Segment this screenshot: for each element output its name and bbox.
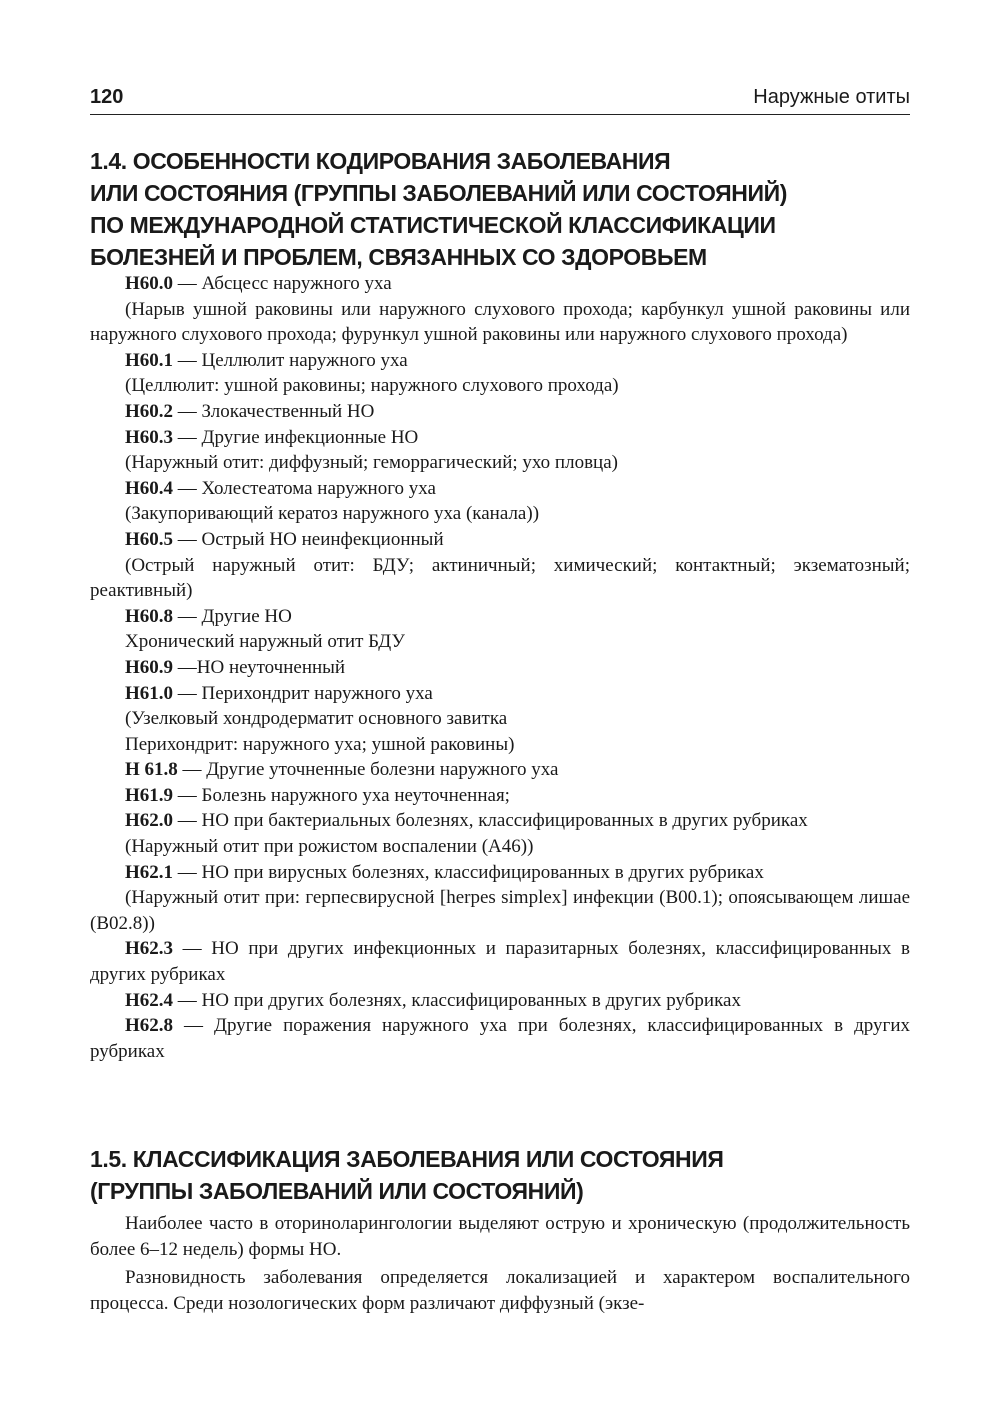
heading-line: ПО МЕЖДУНАРОДНОЙ СТАТИСТИЧЕСКОЙ КЛАССИФИКАЦИИ xyxy=(90,212,776,238)
icd-code-note xyxy=(90,834,910,860)
icd-code-entry xyxy=(90,783,910,809)
body-paragraph: Наиболее часто в оториноларингологии выделяют острую и хроническую (продолжительность более 6–12 недель) формы НО. xyxy=(90,1213,910,1260)
icd-code: H60.2 xyxy=(125,400,174,422)
icd-code: H61.9 xyxy=(125,784,174,806)
icd-code-entry xyxy=(90,271,910,297)
icd-description: — Другие поражения наружного уха при болезнях, классифицированных в других рубриках xyxy=(90,1015,910,1062)
icd-description: — НО при вирусных болезнях, классифицированных в других рубриках xyxy=(173,861,764,883)
icd-code-note xyxy=(90,450,910,476)
icd-code: H60.1 xyxy=(125,349,174,371)
icd-code: H60.4 xyxy=(125,477,174,499)
icd-description: —НО неуточненный xyxy=(173,656,346,678)
icd-description: Хронический наружный отит БДУ xyxy=(125,631,405,653)
icd-code-note xyxy=(90,297,910,348)
icd-code-entry xyxy=(90,808,910,834)
icd-code-note xyxy=(90,885,910,936)
running-header xyxy=(90,84,910,115)
icd-code: H62.3 xyxy=(125,938,174,960)
icd-description: (Наружный отит: диффузный; геморрагический; ухо пловца) xyxy=(125,452,618,474)
page-number: 120 xyxy=(90,86,124,108)
icd-description: Перихондрит: наружного уха; ушной раковины) xyxy=(125,733,515,755)
icd-code-entry xyxy=(90,936,910,987)
section-1-4-heading xyxy=(90,145,910,273)
icd-code-note xyxy=(90,553,910,604)
icd-description: — НО при других инфекционных и паразитарных болезнях, классифицированных в других рубриках xyxy=(90,938,910,986)
icd-description: — Абсцесс наружного уха xyxy=(173,273,392,294)
heading-line: (ГРУППЫ ЗАБОЛЕВАНИЙ ИЛИ СОСТОЯНИЙ) xyxy=(90,1178,584,1204)
icd-code-note xyxy=(90,501,910,527)
icd-description: (Наружный отит при рожистом воспалении (A46)) xyxy=(125,836,534,858)
section-1-5-heading xyxy=(90,1143,910,1207)
icd-description: (Целлюлит: ушной раковины; наружного слухового прохода) xyxy=(125,375,619,397)
icd-description: — Другие инфекционные НО xyxy=(173,426,419,448)
section-1-5-body xyxy=(90,1211,910,1319)
icd-code-entry xyxy=(90,988,910,1014)
icd-code-note xyxy=(90,732,910,758)
icd-description: — НО при бактериальных болезнях, классифицированных в других рубриках xyxy=(173,810,808,832)
icd-code-entry xyxy=(90,655,910,681)
icd-code: H60.0 xyxy=(125,273,174,294)
icd-description: — Другие НО xyxy=(173,605,292,627)
icd-code: H60.3 xyxy=(125,426,174,448)
icd-code-note xyxy=(90,629,910,655)
running-title: Наружные отиты xyxy=(753,86,910,108)
icd-description: — Злокачественный НО xyxy=(173,400,375,422)
icd-description: (Наружный отит при: герпесвирусной [herpes simplex] инфекции (B00.1); опоясывающем лишае (B02.8)) xyxy=(90,887,910,934)
icd-description: (Закупоривающий кератоз наружного уха (канала)) xyxy=(125,503,540,525)
icd-description: — Другие уточненные болезни наружного уха xyxy=(177,759,559,781)
icd-code-note xyxy=(90,373,910,399)
icd-code-entry xyxy=(90,348,910,374)
icd-code-entry xyxy=(90,757,910,783)
icd-code-entry xyxy=(90,1013,910,1064)
icd-code-note xyxy=(90,706,910,732)
icd-description: (Острый наружный отит: БДУ; актиничный; химический; контактный; экзематозный; реактивный) xyxy=(90,554,910,602)
icd-description: (Нарыв ушной раковины или наружного слухового прохода; карбункул ушной раковины или наружного слухового прохода; фурункул ушной раковины или наружного слухового прохода) xyxy=(90,298,910,346)
icd-description: (Узелковый хондродерматит основного завитка xyxy=(125,708,508,730)
heading-line: 1.4. ОСОБЕННОСТИ КОДИРОВАНИЯ ЗАБОЛЕВАНИЯ xyxy=(90,148,671,174)
icd-code-list xyxy=(90,271,910,1064)
icd-code: H62.4 xyxy=(125,989,174,1011)
icd-code: H62.1 xyxy=(125,861,174,883)
icd-code: H62.8 xyxy=(125,1015,174,1037)
icd-code-entry xyxy=(90,527,910,553)
icd-code: H60.8 xyxy=(125,605,174,627)
heading-line: ИЛИ СОСТОЯНИЯ (ГРУППЫ ЗАБОЛЕВАНИЙ ИЛИ СОСТОЯНИЙ) xyxy=(90,180,787,206)
icd-code-entry xyxy=(90,681,910,707)
icd-code-entry xyxy=(90,604,910,630)
icd-description: — Острый НО неинфекционный xyxy=(173,528,444,550)
icd-code-entry xyxy=(90,399,910,425)
icd-description: — Целлюлит наружного уха xyxy=(173,349,408,371)
icd-code: H60.5 xyxy=(125,528,174,550)
icd-description: — Холестеатома наружного уха xyxy=(173,477,436,499)
icd-code: H60.9 xyxy=(125,656,174,678)
icd-description: — Перихондрит наружного уха xyxy=(173,682,433,704)
icd-code: H61.0 xyxy=(125,682,174,704)
icd-code-entry xyxy=(90,425,910,451)
icd-code-entry xyxy=(90,860,910,886)
icd-code: H62.0 xyxy=(125,810,174,832)
icd-code: H 61.8 xyxy=(125,759,178,781)
icd-description: — НО при других болезнях, классифицированных в других рубриках xyxy=(173,989,741,1011)
heading-line: 1.5. КЛАССИФИКАЦИЯ ЗАБОЛЕВАНИЯ ИЛИ СОСТОЯНИЯ xyxy=(90,1146,724,1172)
body-paragraph: Разновидность заболевания определяется локализацией и характером воспалительного процесса. Среди нозологических форм различают диффузный (экзе- xyxy=(90,1267,910,1314)
icd-code-entry xyxy=(90,476,910,502)
heading-line: БОЛЕЗНЕЙ И ПРОБЛЕМ, СВЯЗАННЫХ СО ЗДОРОВЬЕМ xyxy=(90,244,707,270)
icd-description: — Болезнь наружного уха неуточненная; xyxy=(173,784,510,806)
